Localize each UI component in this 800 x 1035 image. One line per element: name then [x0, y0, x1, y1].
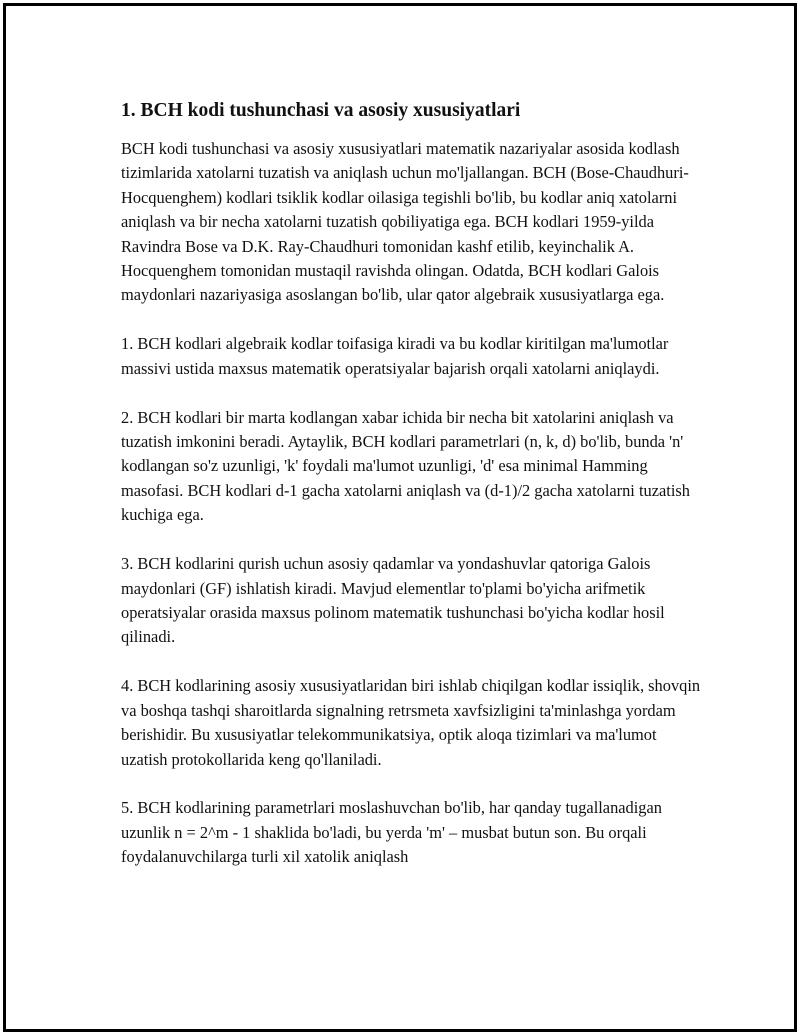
paragraph-3: 3. BCH kodlarini qurish uchun asosiy qadamlar va yondashuvlar qatoriga Galois maydonlari (GF) ishlatish kiradi. Mavjud elementlar to'plami bo'yicha arifmetik operatsiyalar orasida maxsus polinom matematik tushunchasi bo'yicha kodlar hosil qilinadi.: [121, 554, 665, 647]
intro-paragraph: BCH kodi tushunchasi va asosiy xususiyatlari matematik nazariyalar asosida kodlash tizimlarida xatolarni tuzatish va aniqlash uchun mo'ljallangan. BCH (Bose-Chaudhuri-Hocquenghem) kodlari tsiklik kodlar oilasiga tegishli bo'lib, bu kodlar aniq xatolarni aniqlash va bir necha xatolarni tuzatish qobiliyatiga ega. BCH kodlari 1959-yilda Ravindra Bose va D.K. Ray-Chaudhuri tomonidan kashf etilib, keyinchalik A. Hocquenghem tomonidan mustaqil ravishda olingan. Odatda, BCH kodlari Galois maydonlari nazariyasiga asoslangan bo'lib, ular qator algebraik xususiyatlarga ega.: [121, 139, 689, 305]
paragraph-5: 5. BCH kodlarining parametrlari moslashuvchan bo'lib, har qanday tugallanadigan uzunlik n = 2^m - 1 shaklida bo'ladi, bu yerda 'm' – musbat butun son. Bu orqali foydalanuvchilarga turli xil xatolik aniqlash: [121, 798, 662, 867]
document-body: [121, 99, 701, 870]
page-border: [3, 3, 797, 1032]
paragraph-1: 1. BCH kodlari algebraik kodlar toifasiga kiradi va bu kodlar kiritilgan ma'lumotlar massivi ustida maxsus matematik operatsiyalar bajarish orqali xatolarni aniqlaydi.: [121, 334, 669, 378]
paragraph-4: 4. BCH kodlarining asosiy xususiyatlaridan biri ishlab chiqilgan kodlar issiqlik, shovqin va boshqa tashqi sharoitlarda signalning retrsmeta xavfsizligini ta'minlashga yordam berishidir. Bu xususiyatlar telekommunikatsiya, optik aloqa tizimlari va ma'lumot uzatish protokollarida keng qo'llaniladi.: [121, 676, 701, 769]
section-title: 1. BCH kodi tushunchasi va asosiy xususiyatlari: [121, 100, 521, 121]
paragraph-2: 2. BCH kodlari bir marta kodlangan xabar ichida bir necha bit xatolarini aniqlash va tuzatish imkonini beradi. Aytaylik, BCH kodlari parametrlari (n, k, d) bo'lib, bunda 'n' kodlangan so'z uzunligi, 'k' foydali ma'lumot uzunligi, 'd' esa minimal Hamming masofasi. BCH kodlari d-1 gacha xatolarni aniqlash va (d-1)/2 gacha xatolarni tuzatish kuchiga ega.: [121, 407, 690, 525]
